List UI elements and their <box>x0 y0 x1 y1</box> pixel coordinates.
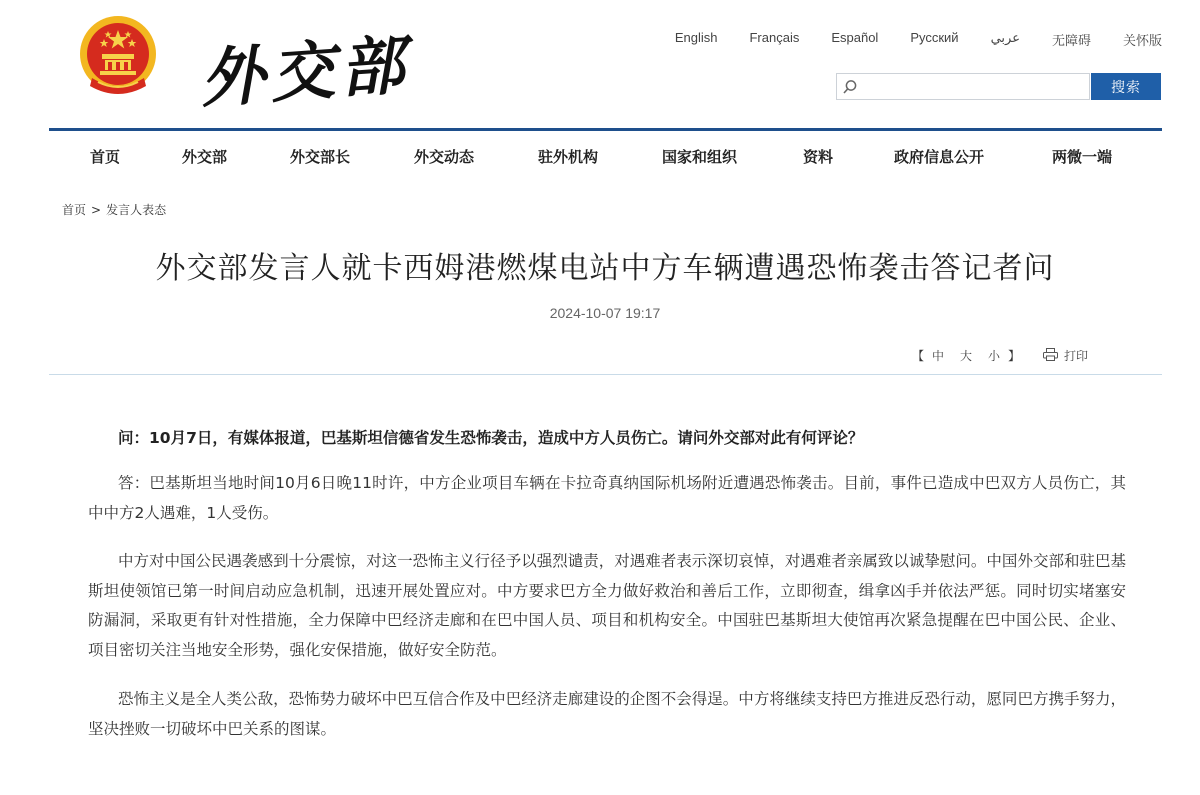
search-button[interactable]: 搜索 <box>1091 73 1161 100</box>
printer-icon <box>1043 348 1058 364</box>
lang-french[interactable]: Français <box>749 30 800 45</box>
breadcrumb-current[interactable]: 发言人表态 <box>106 203 167 217</box>
nav-item-home[interactable]: 首页 <box>90 148 121 166</box>
breadcrumb <box>62 201 166 218</box>
nav-item-missions[interactable]: 驻外机构 <box>538 148 599 166</box>
breadcrumb-home[interactable]: 首页 <box>62 203 87 217</box>
accessibility-link[interactable]: 无障碍 <box>1051 33 1091 48</box>
ministry-logo[interactable] <box>198 12 413 122</box>
breadcrumb-separator: > <box>91 203 102 217</box>
logo-text: 外交部 <box>198 27 413 118</box>
main-nav <box>49 131 1162 179</box>
nav-item-countries[interactable]: 国家和组织 <box>662 148 738 166</box>
font-size-tools <box>912 347 1020 364</box>
print-button[interactable] <box>1043 347 1088 364</box>
nav-item-resources[interactable]: 资料 <box>803 148 834 166</box>
font-size-medium-button[interactable]: 中 <box>932 349 945 363</box>
nav-item-ministry[interactable]: 外交部 <box>182 148 228 166</box>
search-icon <box>842 79 858 95</box>
content-divider <box>49 374 1162 375</box>
lang-english[interactable]: English <box>674 30 718 45</box>
font-tools-close-bracket: 】 <box>1008 349 1021 363</box>
search-input[interactable] <box>862 76 1088 100</box>
lang-arabic[interactable]: عربي <box>990 30 1020 45</box>
font-size-small-button[interactable]: 小 <box>988 349 1001 363</box>
nav-item-gov-info[interactable]: 政府信息公开 <box>894 148 985 166</box>
nav-item-activities[interactable]: 外交动态 <box>414 148 475 166</box>
font-tools-open-bracket: 【 <box>912 349 925 363</box>
font-size-large-button[interactable]: 大 <box>960 349 973 363</box>
language-links <box>643 30 1162 49</box>
print-label: 打印 <box>1064 349 1089 363</box>
page-title: 外交部发言人就卡西姆港燃煤电站中方车辆遭遇恐怖袭击答记者问 <box>155 251 1055 286</box>
article-paragraph: 中方对中国公民遇袭感到十分震惊，对这一恐怖主义行径予以强烈谴责，对遇难者表示深切哀悼，对遇难者亲属致以诚挚慰问。中国外交部和驻巴基斯坦使领馆已第一时间启动应急机制，迅速开展处置应对。中方要求巴方全力做好救治和善后工作，立即彻查，缉拿凶手并依法严惩。同时切实堵塞安防漏洞，采取更有针对性措施，全力保障中巴经济走廊和在巴中国人员、项目和机构安全。中国驻巴基斯坦大使馆再次紧急提醒在巴中国公民、企业、项目密切关注当地安全形势，强化安保措施，做好安全防范。 <box>88 552 1126 659</box>
lang-russian[interactable]: Русский <box>910 30 959 45</box>
nav-item-minister[interactable]: 外交部长 <box>290 148 351 166</box>
care-version-link[interactable]: 关怀版 <box>1122 33 1162 48</box>
nav-item-social[interactable]: 两微一端 <box>1052 148 1113 166</box>
article-paragraph: 恐怖主义是全人类公敌，恐怖势力破坏中巴互信合作及中巴经济走廊建设的企图不会得逞。中方将继续支持巴方推进反恐行动，愿同巴方携手努力，坚决挫败一切破坏中巴关系的图谋。 <box>88 690 1126 738</box>
lang-spanish[interactable]: Español <box>831 30 879 45</box>
article-question: 问：10月7日，有媒体报道，巴基斯坦信德省发生恐怖袭击，造成中方人员伤亡。请问外交部对此有何评论？ <box>118 429 864 447</box>
article-paragraph: 答：巴基斯坦当地时间10月6日晚11时许，中方企业项目车辆在卡拉奇真纳国际机场附近遭遇恐怖袭击。目前，事件已造成中巴双方人员伤亡，其中中方2人遇难，1人受伤。 <box>88 474 1127 522</box>
publish-date: 2024-10-07 19:17 <box>549 305 661 321</box>
national-emblem-icon[interactable] <box>78 14 158 100</box>
